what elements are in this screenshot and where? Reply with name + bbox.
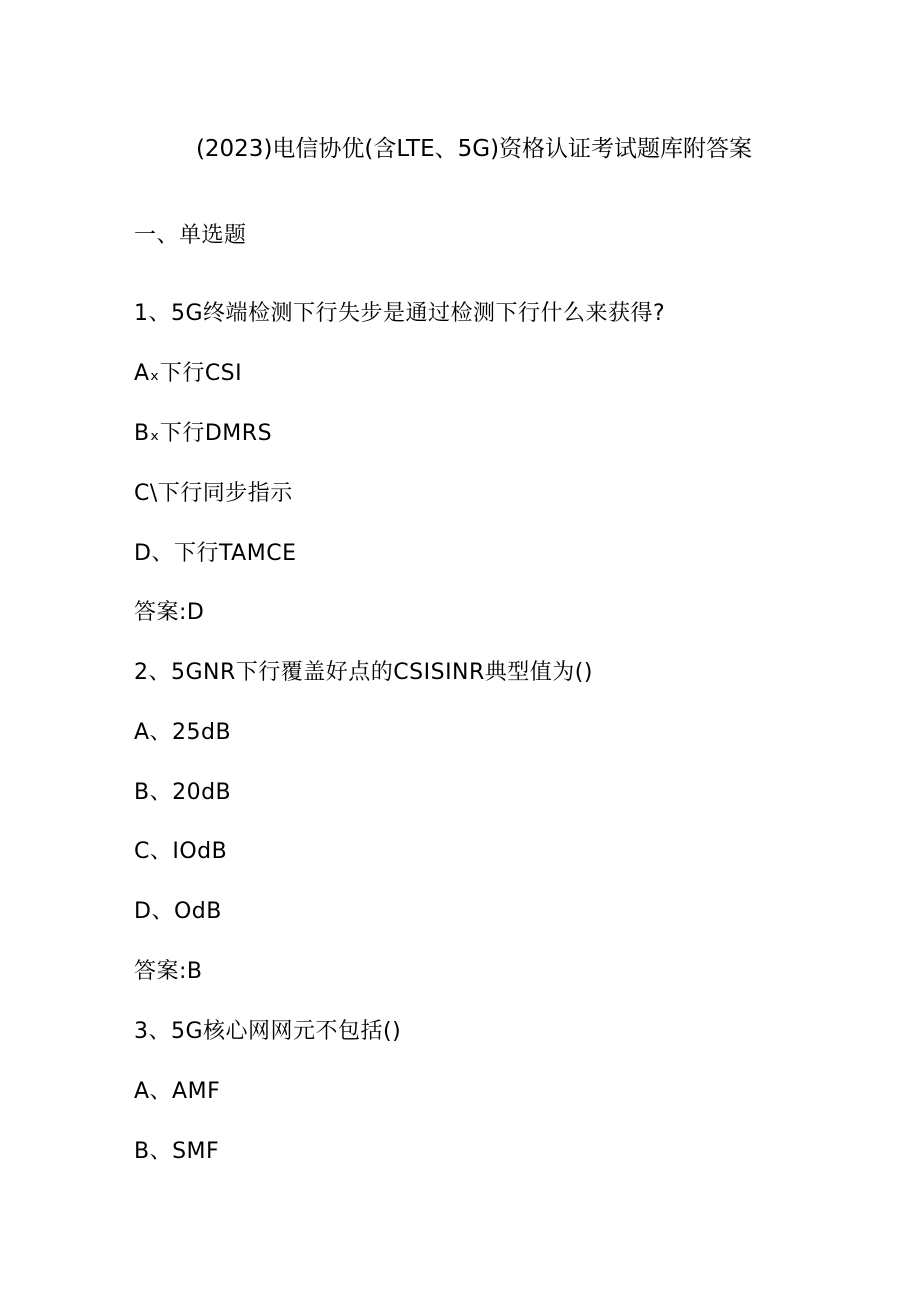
document-title: (2023)电信协优(含LTE、5G)资格认证考试题库附答案 xyxy=(195,136,753,162)
q2-option-d: D、OdB xyxy=(134,899,222,924)
question-1: 1、5G终端检测下行失步是通过检测下行什么来获得? xyxy=(134,301,666,326)
question-3: 3、5G核心网网元不包括() xyxy=(134,1019,402,1044)
q1-option-d: D、下行TAMCE xyxy=(134,541,297,566)
q1-answer: 答案:D xyxy=(134,600,205,625)
q2-option-c: C、IOdB xyxy=(134,839,228,864)
q3-option-b: B、SMF xyxy=(134,1139,220,1164)
q2-option-a: A、25dB xyxy=(134,720,232,745)
q2-answer: 答案:B xyxy=(134,959,203,984)
q3-option-a: A、AMF xyxy=(134,1079,221,1104)
section-heading: 一、单选题 xyxy=(134,223,247,248)
q1-option-b: Bₓ下行DMRS xyxy=(134,421,273,446)
q1-option-c: C\下行同步指示 xyxy=(134,481,293,506)
q2-option-b: B、20dB xyxy=(134,780,232,805)
q1-option-a: Aₓ下行CSI xyxy=(134,361,243,386)
question-2: 2、5GNR下行覆盖好点的CSISINR典型值为() xyxy=(134,660,593,685)
